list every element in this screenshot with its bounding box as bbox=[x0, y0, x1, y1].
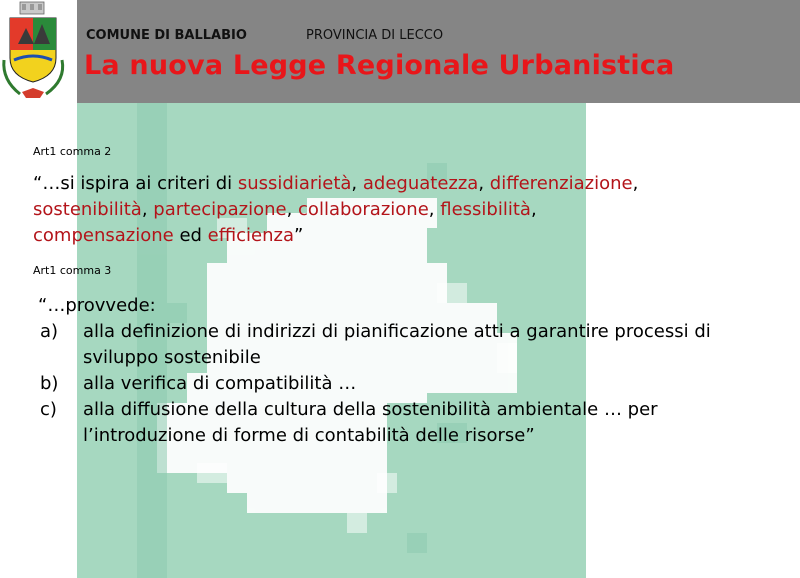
criteria-quote bbox=[33, 171, 773, 249]
province-name: PROVINCIA DI LECCO bbox=[306, 28, 444, 43]
quote-text: , bbox=[351, 173, 363, 194]
list-item bbox=[38, 319, 778, 371]
list-item bbox=[38, 397, 733, 449]
list-item-text: alla definizione di indirizzi di pianificazione atti a garantire processi di sviluppo sostenibile bbox=[83, 321, 711, 368]
article-reference-1: Art1 comma 2 bbox=[33, 145, 112, 158]
municipality-crest-icon bbox=[0, 0, 72, 100]
quote-text: “…si ispira ai criteri di bbox=[33, 173, 238, 194]
quote-text: ed bbox=[173, 225, 208, 246]
keyword-sostenibilita: sostenibilità bbox=[33, 199, 142, 220]
quote-text: , bbox=[530, 199, 537, 220]
keyword-compensazione: compensazione bbox=[33, 225, 174, 246]
list-item-text: alla verifica di compatibilità … bbox=[83, 373, 357, 394]
municipality-name: COMUNE DI BALLABIO bbox=[86, 28, 247, 43]
list-marker: b) bbox=[40, 373, 59, 394]
keyword-partecipazione: partecipazione bbox=[153, 199, 287, 220]
quote-text: , bbox=[478, 173, 490, 194]
keyword-efficienza: efficienza bbox=[207, 225, 295, 246]
quote-text: ” bbox=[294, 225, 304, 246]
quote-text: , bbox=[632, 173, 639, 194]
keyword-adeguatezza: adeguatezza bbox=[362, 173, 479, 194]
keyword-sussidiarieta: sussidiarietà bbox=[237, 173, 352, 194]
provisions-intro: “…provvede: bbox=[38, 295, 156, 316]
quote-text: , bbox=[286, 199, 299, 220]
provisions-quote bbox=[38, 293, 778, 449]
article-reference-2: Art1 comma 3 bbox=[33, 264, 112, 277]
list-marker: c) bbox=[40, 399, 57, 420]
slide-title: La nuova Legge Regionale Urbanistica bbox=[84, 50, 675, 81]
list-item bbox=[38, 371, 778, 397]
quote-text: , bbox=[428, 199, 441, 220]
quote-text: , bbox=[141, 199, 154, 220]
list-marker: a) bbox=[40, 321, 59, 342]
keyword-differenziazione: differenziazione bbox=[489, 173, 633, 194]
keyword-flessibilita: flessibilità bbox=[440, 199, 531, 220]
keyword-collaborazione: collaborazione bbox=[298, 199, 429, 220]
list-item-text: alla diffusione della cultura della sostenibilità ambientale … per l’introduzione di forme di contabilità delle risorse” bbox=[83, 399, 658, 446]
